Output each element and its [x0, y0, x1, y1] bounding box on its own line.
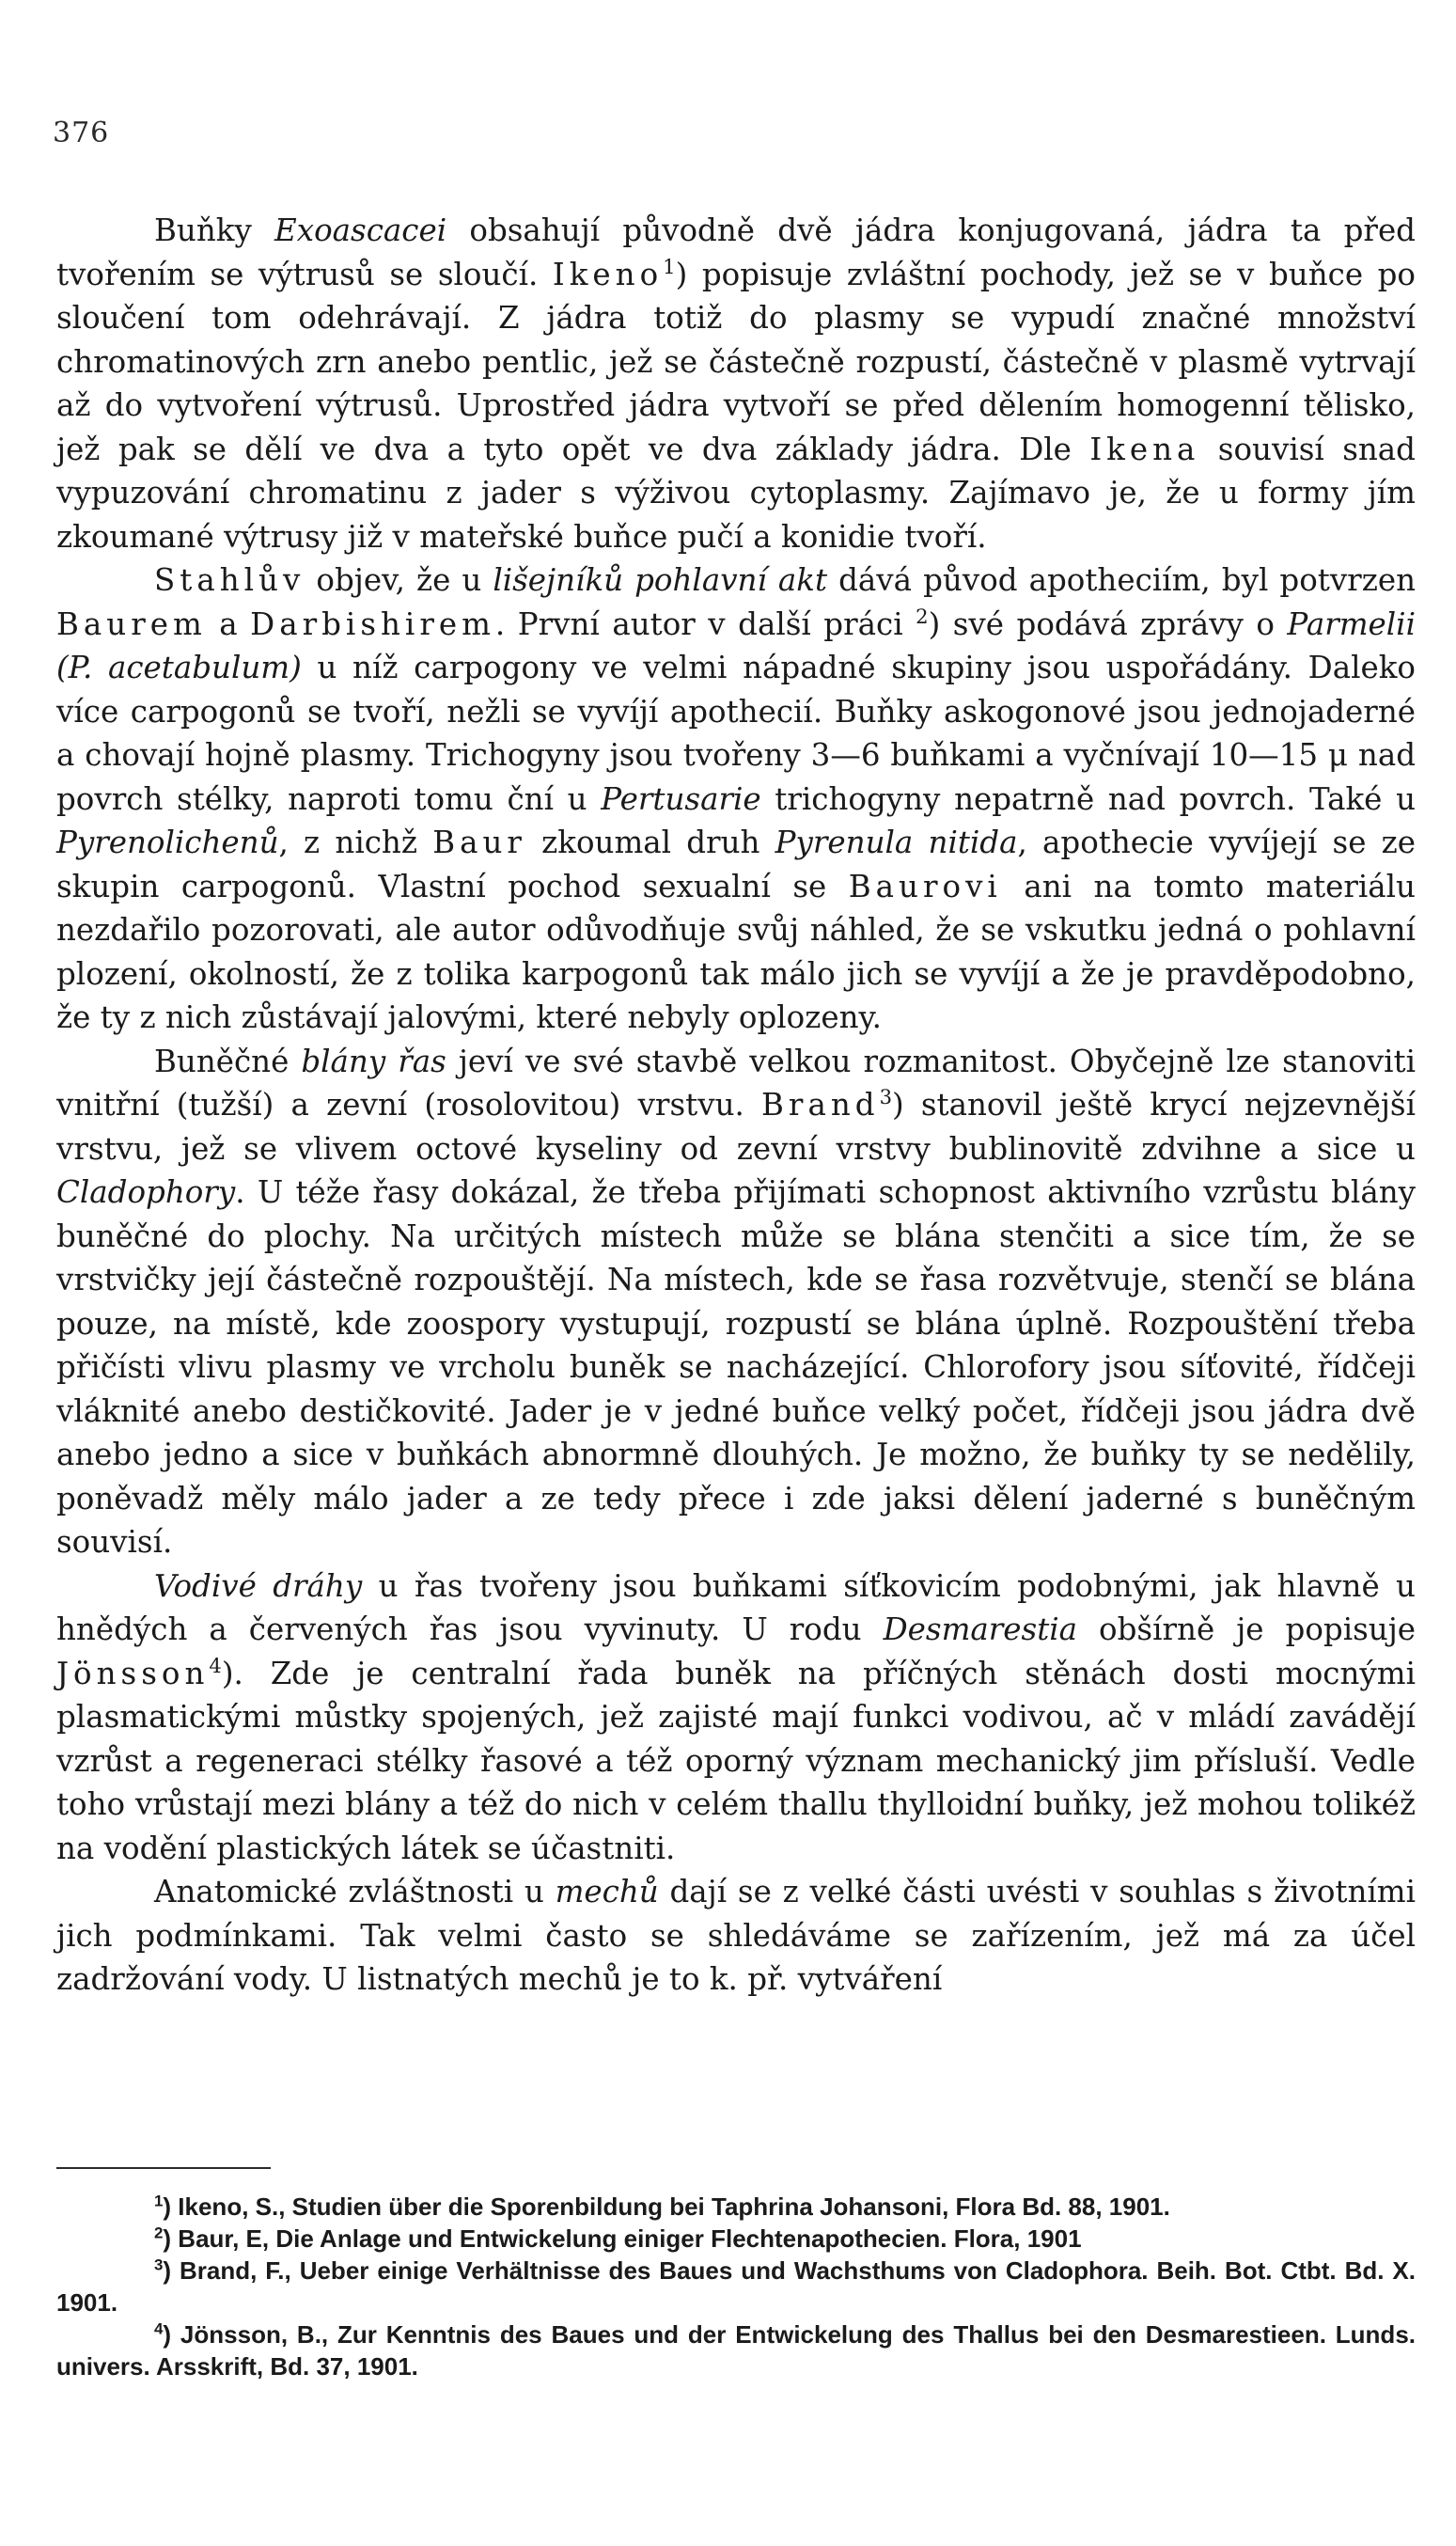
text-run: Buněčné [154, 1043, 302, 1079]
footnote-mark: 3 [154, 2255, 164, 2274]
footnotes [56, 2191, 1416, 2382]
footnote [56, 2191, 1416, 2223]
text-run: obsahují původně dvě jádra konjugovaná, jádra ta před tvořením se výtrusů se sloučí. [56, 212, 1416, 292]
footnote-ref: 4 [209, 1653, 222, 1677]
footnote-ref: 1 [663, 254, 676, 278]
footnote-ref: 3 [879, 1085, 892, 1109]
footnote-ref: 2 [916, 604, 929, 628]
footnote-separator [56, 2167, 271, 2169]
author-name: Jönsson [56, 1655, 210, 1691]
text-run: a [206, 605, 251, 642]
italic-term: Parmelii (P. acetabulum) [56, 605, 1416, 685]
text-run: souvisí snad vypuzování chromatinu z jader s výživou cytoplasmy. Zajímavo je, že u formy jím zkoumané výtrusy již v mateřské buňce pučí a konidie tvoří. [56, 431, 1416, 555]
italic-term: Vodivé dráhy [154, 1567, 363, 1604]
footnote-mark: 2 [154, 2224, 164, 2242]
author-name: Brand [761, 1087, 880, 1123]
text-run: ) stanovil ještě krycí nejzevnější vrstvu, jež se vlivem octové kyseliny od zevní vrstvy bublinovitě zdvihne a sice u [56, 1087, 1416, 1167]
text-run: . U téže řasy dokázal, že třeba přijímati schopnost aktivního vzrůstu blány buněčné do plochy. Na určitých místech může se blána stenčiti a sice tím, že se vrstvičky její částečně rozpouštějí. Na místech, kde se řasa rozvětvuje, stenčí se blána pouze, na místě, kde zoospory vystupují, rozpustí se blána úplně. Rozpouštění třeba přičísti vlivu plasmy ve vrcholu buněk se nacházející. Chlorofory jsou síťovité, řídčeji vláknité anebo destičkovité. Jader je v jedné buňce velký počet, řídčeji jsou jádra dvě anebo jedno a sice v buňkách abnormně dlouhých. Je možno, že buňky ty se nedělily, poněvadž měly málo jader a ze tedy přece i zde jaksi dělení jaderné s buněčným souvisí. [56, 1174, 1416, 1560]
body-text [56, 209, 1416, 2002]
italic-term: Pertusarie [601, 780, 761, 817]
author-name: Baurem [56, 605, 207, 642]
text-run: obšírně je popisuje [1077, 1611, 1417, 1647]
text-run: ). Zde je centralní řada buněk na příčných stěnách dosti mocnými plasmatickými můstky spojených, jež zajisté mají funkci vodivou, ač v mládí zavádějí vzrůst a regeneraci stélky řasové a též oporný význam mechanický jim přísluší. Vedle toho vrůstají mezi blány a též do nich v celém thallu thylloidní buňky, jež mohou tolikéž na vodění plastických látek se účastniti. [56, 1655, 1416, 1866]
author-name: Ikeno [552, 256, 664, 292]
page-number: 376 [53, 117, 110, 149]
text-run: ) své podává zprávy o [928, 605, 1288, 642]
footnote [56, 2255, 1416, 2318]
text-run: , apothecie vyvíjejí se ze skupin carpogonů. Vlastní pochod sexualní se [56, 825, 1416, 904]
paragraph [56, 1564, 1416, 1871]
text-run: Anatomické zvláštnosti u [154, 1874, 556, 1910]
text-run: dají se z velké části uvésti v souhlas s životními jich podmínkami. Tak velmi často se shledáváme se zařízením, jež má za účel zadržování vody. U listnatých mechů je to k. př. vytváření [56, 1874, 1417, 1997]
footnote-text: ) Jönsson, B., Zur Kenntnis des Baues und der Entwickelung des Thallus bei den Desmarestieen. Lunds. univers. Arsskrift, Bd. 37, 1901. [56, 2320, 1416, 2381]
footnote-text: ) Ikeno, S., Studien über die Sporenbildung bei Taphrina Johansoni, Flora Bd. 88, 1901. [163, 2192, 1170, 2221]
footnote-mark: 4 [154, 2319, 164, 2338]
italic-term: Desmarestia [883, 1611, 1078, 1647]
text-run: u řas tvořeny jsou buňkami síťkovicím podobnými, jak hlavně u hnědých a červených řas jsou vyvinuty. U rodu [56, 1567, 1416, 1647]
text-run: , z nichž [278, 825, 433, 860]
paragraph [56, 209, 1416, 558]
footnote [56, 2318, 1416, 2382]
italic-term: mechů [555, 1874, 659, 1910]
text-run: objev, že u [305, 562, 493, 598]
text-run: zkoumal druh [525, 825, 775, 860]
text-run: ) popisuje zvláštní pochody, jež se v buňce po sloučení tom odehrávají. Z jádra totiž do plasmy se vypudí značné množství chromatinových zrn anebo pentlic, jež se částečně rozpustí, částečně v plasmě vytrvají až do vytvoření výtrusů. Uprostřed jádra vytvoří se před dělením homogenní tělisko, jež pak se dělí ve dva a tyto opět ve dva základy jádra. Dle [56, 256, 1416, 467]
text-run: dává původ apotheciím, byl potvrzen [827, 562, 1417, 598]
footnote [56, 2223, 1416, 2255]
text-run: u níž carpogony ve velmi nápadné skupiny jsou uspořádány. Daleko více carpogonů se tvoří, nežli se vyvíjí apothecií. Buňky askogonové jsou jednojaderné a chovají hojně plasmy. Trichogyny jsou tvořeny 3—6 buňkami a vyčnívají 10—15 μ nad povrch stélky, naproti tomu ční u [56, 650, 1416, 817]
author-name: Stahlův [154, 562, 305, 598]
text-run: trichogyny nepatrně nad povrch. Také u [760, 780, 1416, 817]
paragraph [56, 1870, 1416, 2002]
italic-term: Pyrenula nitida [775, 825, 1018, 860]
footnote-text: ) Brand, F., Ueber einige Verhältnisse des Baues und Wachsthums von Cladophora. Beih. Bot. Ctbt. Bd. X. 1901. [56, 2256, 1416, 2317]
text-run: ani na tomto materiálu nezdařilo pozorovati, ale autor odůvodňuje svůj náhled, že se vskutku jedná o pohlavní plození, okolností, že z tolika karpogonů tak málo jich se vyvíjí a že je pravděpodobno, že ty z nich zůstávají jalovými, které nebyly oplozeny. [56, 868, 1416, 1035]
text-run: Buňky [154, 212, 275, 248]
italic-term: lišejníků pohlavní akt [493, 562, 828, 598]
italic-term: blány řas [301, 1043, 446, 1079]
paragraph [56, 558, 1416, 1040]
author-name: Baurovi [848, 868, 1002, 904]
paragraph [56, 1040, 1416, 1564]
author-name: Darbishirem [250, 605, 495, 642]
footnote-mark: 1 [154, 2192, 164, 2210]
italic-term: Cladophory [56, 1174, 236, 1210]
text-run: jeví ve své stavbě velkou rozmanitost. Obyčejně lze stanoviti vnitřní (tužší) a zevní (rosolovitou) vrstvu. [56, 1043, 1416, 1123]
author-name: Ikena [1089, 431, 1200, 467]
footnote-text: ) Baur, E, Die Anlage und Entwickelung einiger Flechtenapothecien. Flora, 1901 [163, 2224, 1082, 2253]
italic-term: Exoascacei [274, 212, 447, 248]
text-run: . První autor v další práci [494, 605, 916, 642]
author-name: Baur [432, 825, 526, 860]
italic-term: Pyrenolichenů [56, 825, 279, 860]
